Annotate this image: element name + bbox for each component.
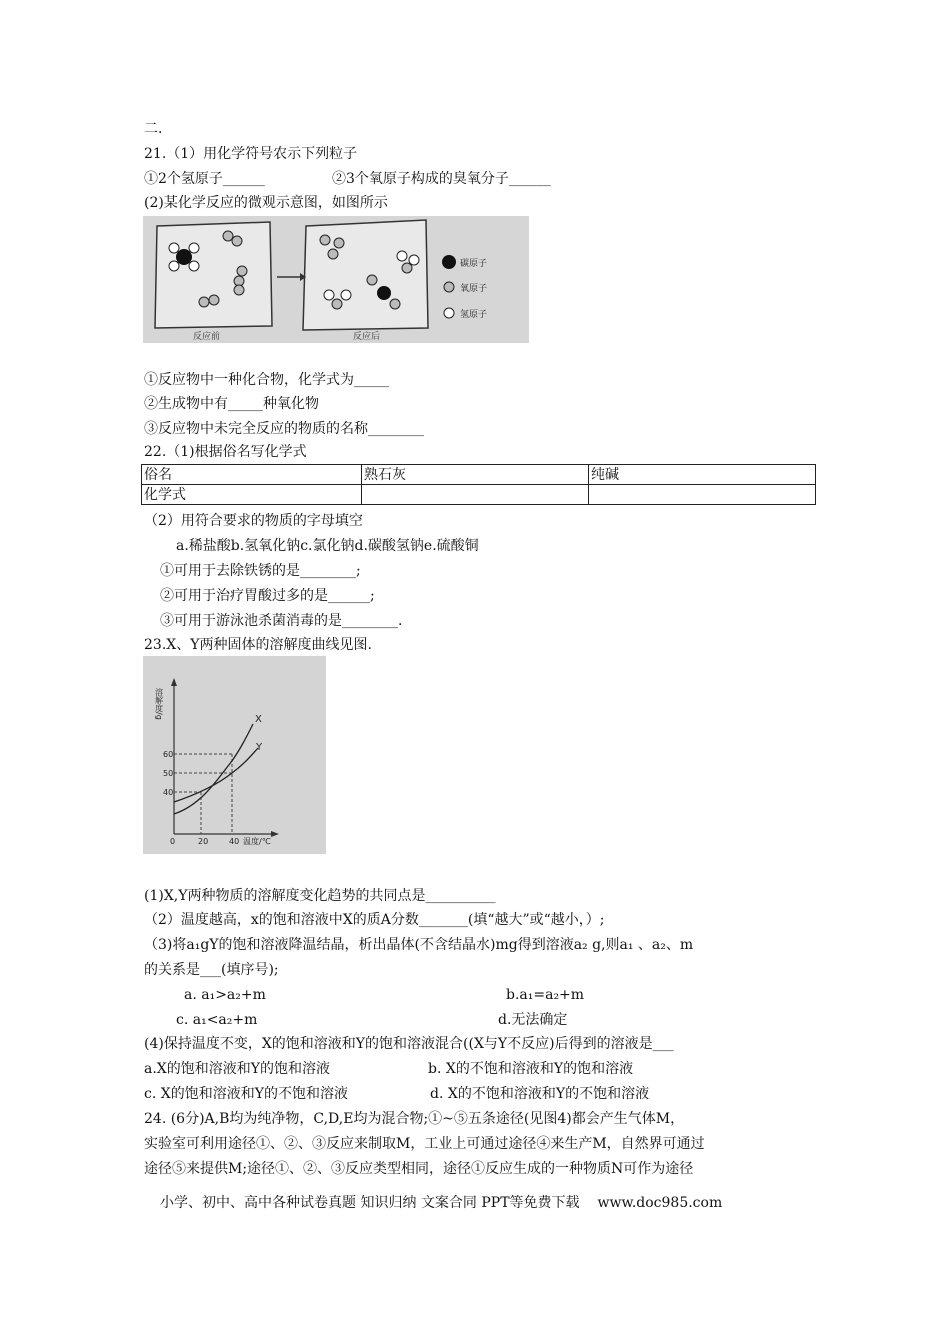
q23-p4a: a.X的饱和溶液和Y的饱和溶液	[144, 1061, 331, 1077]
q23-optA: a. a₁>a₂+m	[184, 987, 266, 1003]
q22-a3: ③可用于游泳池杀菌消毒的是________.	[160, 613, 403, 629]
svg-text:60: 60	[163, 750, 174, 759]
solubility-chart	[143, 656, 326, 854]
table-row	[142, 465, 816, 485]
q23-optD: d.无法确定	[498, 1012, 568, 1028]
table-row	[142, 485, 816, 505]
svg-text:40: 40	[163, 788, 174, 797]
svg-text:X: X	[255, 714, 262, 725]
q21-item1: ①2个氢原子______	[144, 171, 265, 187]
svg-text:Y: Y	[256, 742, 263, 753]
table-cell	[362, 485, 589, 505]
table-cell: 纯碱	[589, 465, 816, 485]
q23-optC: c. a₁<a₂+m	[176, 1012, 258, 1028]
section-label: 二.	[144, 121, 163, 137]
q22-options: a.稀盐酸b.氢氧化钠c.氯化钠d.碳酸氢钠e.硫酸铜	[176, 538, 479, 554]
table-cell: 俗名	[142, 465, 362, 485]
reaction-diagram	[143, 216, 529, 343]
q23-p4b: b. X的不饱和溶液和Y的饱和溶液	[428, 1061, 634, 1077]
svg-text:50: 50	[163, 769, 174, 778]
q21-q2: ②生成物中有_____种氧化物	[144, 396, 319, 412]
q21-item2: ②3个氧原子构成的臭氧分子______	[332, 171, 551, 187]
q23-p4: (4)保持温度不变，X的饱和溶液和Y的饱和溶液混合((X与Y不反应)后得到的溶液是___	[144, 1036, 674, 1052]
legend-oxygen: 氧原子	[460, 284, 488, 294]
chart-xlabel: 温度/℃	[243, 837, 271, 846]
q21-sub2: (2)某化学反应的微观示意图，如图所示	[144, 195, 388, 211]
q22-title: 22.（1)根据俗名写化学式	[144, 444, 307, 460]
q21-q1: ①反应物中一种化合物，化学式为_____	[144, 372, 389, 388]
q23-p3a: （3)将a₁gY的饱和溶液降温结晶，析出晶体(不含结晶水)mg得到溶液a₂ g,则a₁ 、a₂、m	[144, 937, 694, 953]
legend-carbon: 碳原子	[460, 259, 488, 269]
q24-l2: 实验室可利用途径①、②、③反应来制取M，工业上可通过途径④来生产M，自然界可通过	[144, 1136, 705, 1152]
footer-text: 小学、初中、高中各种试卷真题 知识归纳 文案合同 PPT等免费下载	[160, 1195, 580, 1211]
label-before: 反应前	[193, 332, 221, 342]
q23-p4c: c. X的饱和溶液和Y的不饱和溶液	[144, 1086, 348, 1102]
q23-p4d: d. X的不饱和溶液和Y的不饱和溶液	[430, 1086, 650, 1102]
table-cell	[589, 485, 816, 505]
q21-q3: ③反应物中未完全反应的物质的名称________	[144, 421, 424, 437]
chart-ylabel: 溶解度/g	[154, 688, 164, 720]
q21-title: 21.（1）用化学符号农示下列粒子	[144, 146, 358, 162]
q22-a1: ①可用于去除铁锈的是________;	[160, 563, 361, 579]
q23-p2: （2）温度越高，x的饱和溶液中X的质A分数_______(填“越大”或“越小，）;	[144, 912, 605, 928]
legend-hydrogen: 氢原子	[460, 310, 488, 320]
svg-text:40: 40	[229, 837, 240, 846]
q23-p3b: 的关系是___(填序号);	[144, 962, 279, 978]
label-after: 反应后	[353, 332, 381, 342]
footer-url[interactable]: www.doc985.com	[597, 1195, 723, 1211]
svg-text:20: 20	[198, 837, 209, 846]
q22-sub2: （2）用符合要求的物质的字母填空	[144, 513, 363, 529]
q23-optB: b.a₁=a₂+m	[506, 987, 585, 1003]
table-cell: 化学式	[142, 485, 362, 505]
formula-table	[141, 464, 816, 505]
table-cell: 熟石灰	[362, 465, 589, 485]
footer	[160, 1192, 722, 1212]
q23-p1: (1)X,Y两种物质的溶解度变化趋势的共同点是__________	[144, 888, 496, 904]
q24-l3: 途径⑤来提供M;途径①、②、③反应类型相同，途径①反应生成的一种物质N可作为途径	[144, 1161, 694, 1177]
svg-text:0: 0	[170, 837, 176, 846]
q24-l1: 24. (6分)A,B均为纯净物，C,D,E均为混合物;①~⑤五条途径(见图4)都会产生气体M，	[144, 1111, 685, 1127]
q22-a2: ②可用于治疗胃酸过多的是______;	[160, 588, 375, 604]
q23-title: 23.X、Y两种固体的溶解度曲线见图.	[144, 637, 372, 653]
